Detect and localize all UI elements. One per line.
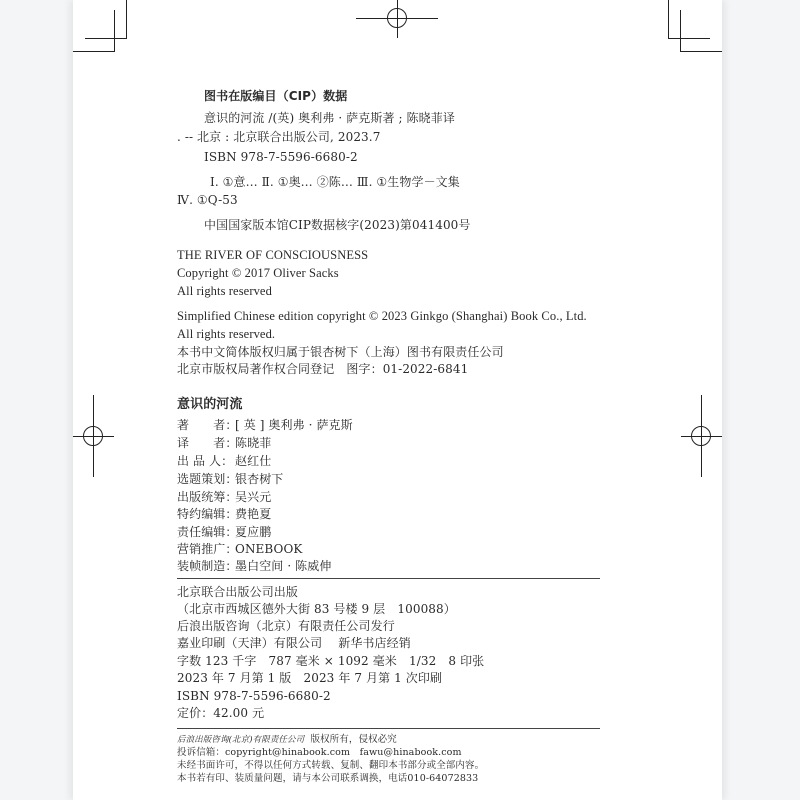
credit-label: 出 品 人： — [177, 454, 234, 468]
publisher-logo: 后浪出版咨询(北京)有限责任公司 — [177, 735, 305, 745]
credit-author — [177, 418, 353, 432]
publication-line: 北京联合出版公司出版 — [177, 585, 299, 599]
crop-mark-top-left — [126, 0, 127, 39]
crop-mark-top-right — [668, 38, 710, 39]
credit-label: 装帧制造： — [177, 559, 238, 573]
credit-value: 吴兴元 — [235, 490, 272, 504]
registration-circle-icon — [83, 426, 103, 446]
crop-mark-top-left — [114, 10, 115, 52]
credit-design — [177, 559, 331, 573]
crop-mark-top-left — [85, 38, 127, 39]
crop-mark-top-right — [680, 51, 722, 52]
cip-line: . -- 北京 : 北京联合出版公司, 2023.7 — [177, 130, 381, 144]
credit-label: 选题策划： — [177, 472, 238, 486]
credit-label: 译 者： — [177, 436, 238, 450]
publication-line: 字数 123 千字 787 毫米 × 1092 毫米 1/32 8 印张 — [177, 654, 485, 668]
divider — [177, 728, 600, 729]
credit-value: [ 英 ] 奥利弗 · 萨克斯 — [235, 418, 353, 432]
publication-line: （北京市西城区德外大街 83 号楼 9 层 100088） — [177, 602, 456, 616]
divider — [177, 578, 600, 579]
credit-label: 特约编辑： — [177, 507, 238, 521]
credit-translator — [177, 436, 271, 450]
credit-value: 费艳夏 — [235, 507, 272, 521]
original-copyright: Copyright © 2017 Oliver Sacks — [177, 266, 339, 280]
edition-rights: All rights reserved. — [177, 327, 276, 341]
credit-coordination — [177, 490, 271, 504]
cip-line: Ⅰ. ①意… Ⅱ. ①奥… ②陈… Ⅲ. ①生物学－文集 — [210, 175, 460, 189]
credit-label: 营销推广： — [177, 542, 238, 556]
credit-marketing — [177, 542, 302, 556]
credit-label: 著 者： — [177, 418, 238, 432]
cip-line: 中国国家版本馆CIP数据核字(2023)第041400号 — [204, 218, 471, 232]
publication-line: 2023 年 7 月第 1 版 2023 年 7 月第 1 次印刷 — [177, 671, 443, 685]
quality-notice: 本书若有印、装质量问题，请与本公司联系调换，电话010-64072833 — [177, 773, 479, 784]
cip-line: ISBN 978-7-5596-6680-2 — [204, 150, 358, 164]
rights-notice: 版权所有，侵权必究 — [310, 734, 397, 745]
credit-value: 夏应鹏 — [235, 525, 272, 539]
credit-editor — [177, 525, 271, 539]
reproduction-warning: 未经书面许可，不得以任何方式转载、复制、翻印本书部分或全部内容。 — [177, 760, 485, 771]
credit-contract-editor — [177, 507, 271, 521]
registration-circle-icon — [691, 426, 711, 446]
credit-value: ONEBOOK — [235, 542, 303, 556]
original-title: THE RIVER OF CONSCIOUSNESS — [177, 248, 369, 262]
registration-circle-icon — [387, 8, 407, 28]
price: 定价：42.00 元 — [177, 706, 265, 720]
crop-mark-top-right — [680, 10, 681, 52]
publication-line: 嘉业印刷（天津）有限公司 新华书店经销 — [177, 636, 411, 650]
crop-mark-top-right — [668, 0, 669, 39]
cip-line: 意识的河流 /(英) 奥利弗 · 萨克斯著 ; 陈晓菲译 — [204, 111, 455, 125]
credit-label: 责任编辑： — [177, 525, 238, 539]
original-rights: All rights reserved — [177, 284, 272, 298]
cip-heading: 图书在版编目（CIP）数据 — [204, 89, 348, 103]
credit-value: 银杏树下 — [235, 472, 284, 486]
credit-value: 赵红仕 — [235, 454, 272, 468]
credit-producer — [177, 454, 271, 468]
credit-planning — [177, 472, 283, 486]
edition-copyright: Simplified Chinese edition copyright © 2023 Ginkgo (Shanghai) Book Co., Ltd. — [177, 309, 587, 323]
credit-value: 墨白空间 · 陈威伸 — [235, 559, 332, 573]
cn-rights: 本书中文简体版权归属于银杏树下（上海）图书有限责任公司 — [177, 345, 504, 359]
isbn: ISBN 978-7-5596-6680-2 — [177, 689, 331, 703]
footer-rights-line — [177, 734, 397, 746]
crop-mark-top-left — [73, 51, 115, 52]
registration-number: 北京市版权局著作权合同登记 图字：01-2022-6841 — [177, 362, 469, 376]
complaint-email: 投诉信箱：copyright@hinabook.com fawu@hinabook.com — [177, 747, 462, 758]
credit-label: 出版统筹： — [177, 490, 238, 504]
credit-value: 陈晓菲 — [235, 436, 272, 450]
book-title: 意识的河流 — [177, 397, 243, 412]
publication-line: 后浪出版咨询（北京）有限责任公司发行 — [177, 619, 395, 633]
cip-line: Ⅳ. ①Q-53 — [177, 193, 238, 207]
